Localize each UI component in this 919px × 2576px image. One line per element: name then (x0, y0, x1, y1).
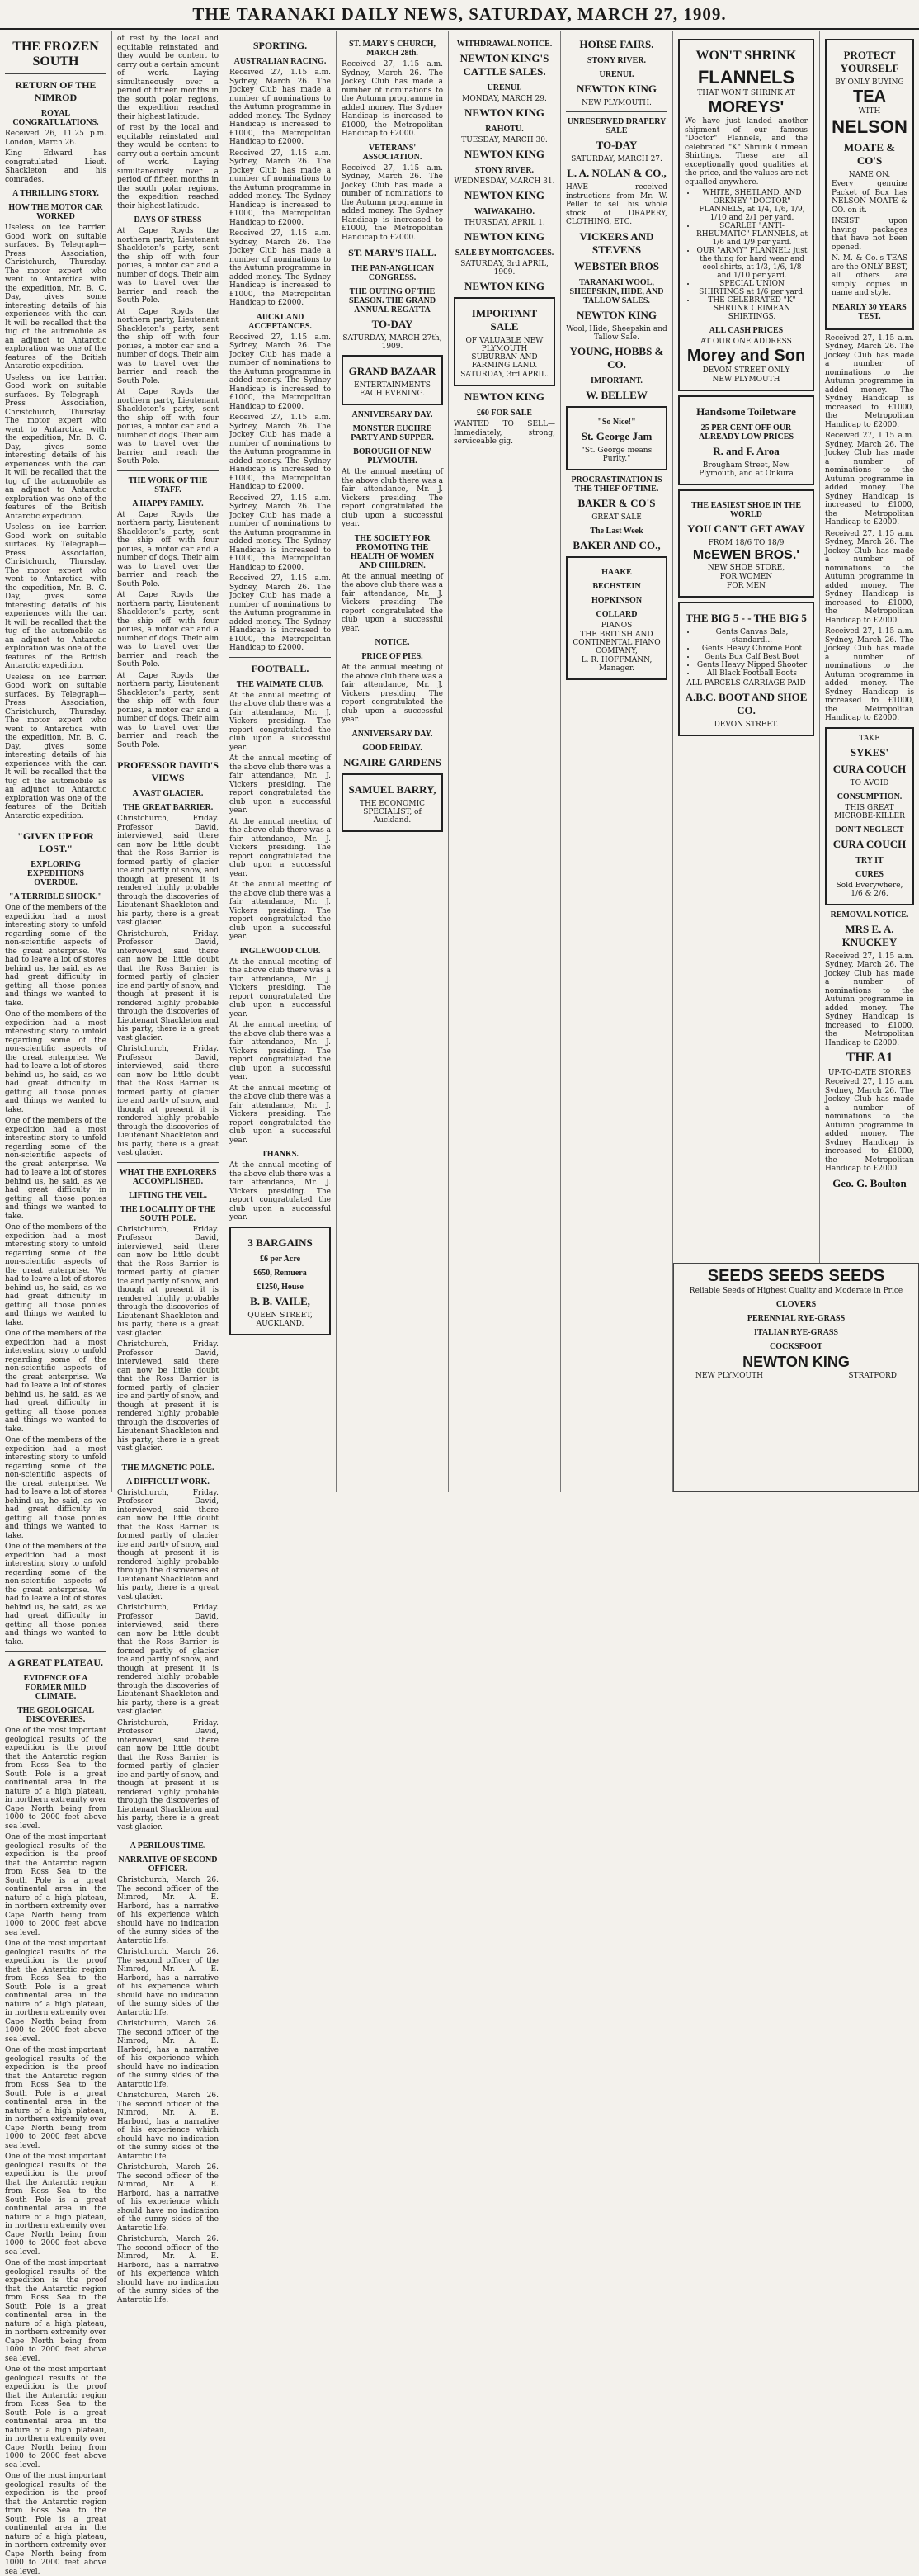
notice-st-marys-hall: ST. MARY'S HALL. (348, 247, 436, 258)
subhead-magnetic-pole: THE MAGNETIC POLE. (121, 1463, 214, 1472)
horse-fairs: HORSE FAIRS. (579, 38, 654, 50)
notice-withdrawal: WITHDRAWAL NOTICE. (456, 40, 553, 49)
section-sporting: SPORTING. (252, 40, 308, 51)
seeds-addr-np: NEW PLYMOUTH (695, 1372, 763, 1380)
article-body: Received 27, 1.15 a.m. Sydney, March 26. The Jockey Club has made a number of nominations to the Autumn programme in added money. The Sydney Handicap is increased to £1000, the Metropolitan Handicap to £2000. (229, 414, 331, 491)
article-body: At Cape Royds the northern party, Lieutenant Shackleton's party, sent the ship off with four ponies, a motor car and a number of dogs. Their aim was to travel over the barrier and reach the South Pole. (117, 227, 219, 305)
classified: Received 27, 1.15 a.m. Sydney, March 26. The Jockey Club has made a number of nominations to the Autumn programme in added money. The Sydney Handicap is increased to £1000, the Metropolitan Handicap to £2000. (825, 952, 914, 1047)
try-it: TRY IT (855, 855, 884, 865)
subhead-narrative: NARRATIVE OF SECOND OFFICER. (118, 1855, 218, 1874)
article-body: Christchurch, Friday. Professor David, interviewed, said there can now be little doubt that the Ross Barrier is formed partly of glacier ice and partly of snow, and though at present it is rendered highly probable through the discoveries of Lieutenant Shackleton and his party, there is a great vast glacier. (117, 1718, 219, 1832)
article-body: Christchurch, Friday. Professor David, interviewed, said there can now be little doubt that the Ross Barrier is formed partly of glacier ice and partly of snow, and though at present it is rendered highly probable through the discoveries of Lieutenant Shackleton and his party, there is a great vast glacier. (117, 1604, 219, 1716)
important: IMPORTANT. (591, 376, 643, 385)
subhead-staff: THE WORK OF THE STAFF. (128, 475, 208, 494)
flannels-item: • SPECIAL UNION SHIRTINGS at 1/6 per yard. (696, 280, 808, 296)
divider (566, 111, 667, 112)
notice-borough: BOROUGH OF NEW PLYMOUTH. (353, 447, 431, 466)
moreys-name: MOREYS' (708, 98, 785, 116)
young-hobbs: YOUNG, HOBBS & CO. (569, 344, 664, 371)
baker-sale: GREAT SALE (591, 513, 642, 522)
jam-name: St. George Jam (581, 429, 653, 442)
column-1 (0, 31, 112, 2576)
flannels-sub: THAT WON'T SHRINK AT (697, 89, 795, 97)
big5-title: THE BIG 5 - - THE BIG 5 (686, 612, 807, 624)
piano-company: THE BRITISH AND CONTINENTAL PIANO COMPANY, (573, 630, 661, 655)
article-body: Christchurch, March 26. The second officer of the Nimrod, Mr. A. E. Harbord, has a narrative of his experience which should have no indication of the sunny sides of the Antarctic life. (117, 2235, 219, 2304)
masthead (0, 0, 919, 30)
article-body: At the annual meeting of the above club there was a fair attendance, Mr. J. Vickers presiding. The report congratulated the club upon a successful year. (229, 1084, 331, 1145)
ad-bargain-2: £650, Remuera (253, 1268, 307, 1278)
divider (117, 1162, 219, 1163)
article-body: Received 27, 1.15 a.m. Sydney, March 26. The Jockey Club has made a number of nominations to the Autumn programme in added money. The Sydney Handicap is increased to £1000, the Metropolitan Handicap to £2000. (229, 494, 331, 572)
jam-purity: "St. George means Purity." (581, 446, 653, 463)
article-body: Christchurch, March 26. The second officer of the Nimrod, Mr. A. E. Harbord, has a narrative of his experience which should have no indication of the sunny sides of the Antarctic life. (117, 1876, 219, 1945)
article-body: One of the members of the expedition had a most interesting story to unfold regarding some of the non-scientific aspects of the great enterprise. We had to leave a lot of stores behind us, he said, as we had great difficulty in getting all those ponies and things we wanted to take. (5, 904, 106, 1008)
subhead-mild-climate: EVIDENCE OF A FORMER MILD CLIMATE. (23, 1674, 88, 1701)
flannels-title: FLANNELS (697, 67, 795, 87)
microbe: THIS GREAT MICROBE-KILLER (834, 803, 905, 820)
article-body: Christchurch, March 26. The second officer of the Nimrod, Mr. A. E. Harbord, has a narrative of his experience which should have no indication of the sunny sides of the Antarctic life. (117, 1948, 219, 2017)
ad-moreys-flannels (678, 39, 814, 391)
ad-important-sale (454, 297, 555, 386)
headline-frozen-south: THE FROZEN SOUTH (12, 40, 99, 69)
piano-collard: COLLARD (596, 609, 638, 619)
article-body: At Cape Royds the northern party, Lieutenant Shackleton's party, sent the ship off with four ponies, a motor car and a number of dogs. Their aim was to travel over the barrier and reach the South Pole. (117, 591, 219, 669)
tea-best: N. M. & Co.'s TEAS are the ONLY BEST, all others are simply copies in name and style. (832, 254, 907, 297)
ad-vaile-name: B. B. VAILE, (250, 1294, 310, 1307)
subhead-geological: THE GEOLOGICAL DISCOVERIES. (16, 1706, 95, 1724)
column-6 (561, 31, 673, 1492)
article-body: One of the most important geological results of the expedition is the proof that the Antarctic region from Ross Sea to the South Pole is a great continental area in the nature of a high plateau, in northern extremity over Cape North being from 1000 to 2000 feet above sea level. (5, 2366, 106, 2470)
article-body: One of the most important geological results of the expedition is the proof that the Antarctic region from Ross Sea to the South Pole is a great continental area in the nature of a high plateau, in northern extremity over Cape North being from 1000 to 2000 feet above sea level. (5, 1940, 106, 2044)
baker-last-week: The Last Week (590, 526, 643, 536)
big5-list (685, 628, 808, 678)
cura-couch: CURA COUCH (832, 762, 907, 775)
article-body: Christchurch, March 26. The second officer of the Nimrod, Mr. A. E. Harbord, has a narrative of his experience which should have no indication of the sunny sides of the Antarctic life. (117, 2092, 219, 2161)
sale-rahotu-date: TUESDAY, MARCH 30. (461, 136, 548, 144)
with: WITH (858, 107, 881, 116)
subhead-great-plateau: A GREAT PLATEAU. (7, 1657, 104, 1668)
piano-hopkinson: HOPKINSON (591, 595, 643, 605)
sale-urenui-date: MONDAY, MARCH 29. (462, 95, 547, 103)
classified: Received 27, 1.15 a.m. Sydney, March 26. The Jockey Club has made a number of nominations to the Autumn programme in added money. The Sydney Handicap is increased to £1000, the Metropolitan Handicap to £2000. (825, 1078, 914, 1173)
knuckey: MRS E. A. KNUCKEY (841, 922, 898, 948)
name-on: NAME ON. (848, 171, 891, 179)
article-body: of rest by the local and equitable reinstated and they would be content to carry out a certain amount of work. Laying simultaneously over a period of fifteen months in the south polar regions, the expedition reached their highest latitude. (117, 124, 219, 210)
ad-bargains-title: 3 BARGAINS (247, 1236, 313, 1249)
bellew: W. BELLEW (586, 388, 648, 401)
sykes: SYKES' (850, 745, 889, 759)
section-football: FOOTBALL. (251, 662, 309, 674)
notice-body: At the annual meeting of the above club there was a fair attendance, Mr. J. Vickers presiding. The report congratulated the club upon a successful year. (342, 664, 443, 724)
protect-yourself: PROTECT YOURSELF (840, 49, 899, 74)
classified: Received 27, 1.15 a.m. Sydney, March 26. The Jockey Club has made a number of nominations to the Autumn programme in added money. The Sydney Handicap is increased to £1000, the Metropolitan Handicap to £2000. (825, 627, 914, 722)
shoe-price: FROM 18/6 TO 18/9 (708, 539, 785, 547)
wanted-ad: WANTED TO SELL—Immediately, strong, serviceable gig. (454, 420, 555, 446)
bazaar-title: GRAND BAZAAR (348, 365, 436, 377)
seeds-cocksfoot: COCKSFOOT (770, 1342, 822, 1351)
notice-good-friday: GOOD FRIDAY. (362, 743, 422, 753)
subhead-motor-car: HOW THE MOTOR CAR WORKED (8, 203, 103, 221)
article-body: of rest by the local and equitable reinstated and they would be content to carry out a certain amount of work. Laying simultaneously over a period of fifteen months in the south polar regions, the expedition reached their highest latitude. (117, 35, 219, 121)
barry-name: SAMUEL BARRY, (348, 782, 436, 796)
fair-urenui: URENUI. (599, 70, 634, 79)
a1-sub: UP-TO-DATE STORES (827, 1069, 912, 1077)
divider (229, 657, 331, 658)
notice-veterans: VETERANS' ASSOCIATION. (362, 143, 422, 162)
column-3 (224, 31, 337, 1492)
shoe-women: FOR WOMEN (719, 573, 773, 581)
ad-bargain-1: £6 per Acre (259, 1254, 301, 1264)
seller-newton-king: NEWTON KING (464, 390, 544, 403)
article-body: At Cape Royds the northern party, Lieutenant Shackleton's party, sent the ship off with four ponies, a motor car and a number of dogs. Their aim was to travel over the barrier and reach the South Pole. (117, 671, 219, 749)
seeds-ryegrass: PERENNIAL RYE-GRASS (747, 1314, 846, 1323)
subhead-aus-racing: AUSTRALIAN RACING. (233, 57, 327, 66)
article-body: At Cape Royds the northern party, Lieutenant Shackleton's party, sent the ship off with four ponies, a motor car and a number of dogs. Their aim was to travel over the barrier and reach the South Pole. (117, 307, 219, 385)
article-body: One of the most important geological results of the expedition is the proof that the Antarctic region from Ross Sea to the South Pole is a great continental area in the nature of a high plateau, in northern extremity over Cape North being from 1000 to 2000 feet above sea level. (5, 2153, 106, 2257)
auctioneer-body: HAVE received instructions from Mr. W. Peller to sell his whole stock of DRAPERY, CLOTHING, ETC. (566, 183, 667, 226)
subhead-inglewood: INGLEWOOD CLUB. (239, 946, 321, 956)
lead-paragraph: King Edward has congratulated Lieut. Shackleton and his comrades. (5, 149, 106, 184)
baker-footer: BAKER AND CO., (573, 538, 661, 551)
article-body: At the annual meeting of the above club there was a fair attendance, Mr. J. Vickers presiding. The report congratulated the club upon a successful year. (229, 817, 331, 878)
drapery-sale: UNRESERVED DRAPERY SALE (567, 117, 667, 135)
shoe-title: YOU CAN'T GET AWAY (687, 522, 805, 535)
subhead-great-barrier: THE GREAT BARRIER. (122, 803, 214, 812)
seller-newton-king: NEWTON KING (577, 308, 657, 321)
notice-st-marys-church: ST. MARY'S CHURCH, MARCH 28th. (348, 40, 436, 58)
article-body: Received 27, 1.15 a.m. Sydney, March 26. The Jockey Club has made a number of nominations to the Autumn programme in added money. The Sydney Handicap is increased to £1000, the Metropolitan Handicap to £2000. (229, 574, 331, 652)
drapery-today: TO-DAY (596, 139, 638, 151)
the-a1: THE A1 (846, 1051, 893, 1065)
piano-manager: L. R. HOFFMANN, Manager. (581, 655, 653, 673)
seller-newton-king: NEWTON KING (464, 280, 544, 292)
important-sale-date: SATURDAY, 3rd APRIL. (460, 371, 549, 379)
sale-waiwakaiho: WAIWAKAIHO. (474, 207, 535, 216)
notice-today-date: SATURDAY, MARCH 27th, 1909. (342, 334, 442, 351)
notice-body: Received 27, 1.15 a.m. Sydney, March 26. The Jockey Club has made a number of nominations to the Autumn programme in added money. The Sydney Handicap is increased to £1000, the Metropolitan Handicap to £2000. (342, 163, 443, 242)
ad-st-george-jam (566, 406, 667, 470)
seller-address: NEW PLYMOUTH. (582, 99, 652, 107)
tea: TEA (853, 87, 886, 106)
ad-big5 (678, 602, 814, 736)
ad-nelson-tea (825, 39, 914, 330)
big5-item: • All Black Football Boots (696, 669, 808, 678)
seller-newton-king: NEWTON KING (464, 230, 544, 243)
shoe-easiest: THE EASIEST SHOE IN THE WORLD (690, 501, 802, 519)
article-body: Christchurch, March 26. The second officer of the Nimrod, Mr. A. E. Harbord, has a narrative of his experience which should have no indication of the sunny sides of the Antarctic life. (117, 2163, 219, 2233)
ad-sykes-cura (825, 727, 914, 905)
wool-sub: Wool, Hide, Sheepskin and Tallow Sale. (566, 324, 667, 342)
big5-item: • Gents Heavy Chrome Boot (696, 645, 808, 653)
article-body: Useless on ice barrier. Good work on suitable surfaces. By Telegraph—Press Association, Christchurch, Thursday. The motor expert who went to Antarctica with the expedition, Mr. B. C. Day, gives some interesting details of his experiences with the car. It will be recalled that the tug of the automobile as an adjunct to Antarctic exploration was one of the features of the British Antarctic expedition. (5, 224, 106, 371)
subhead-thanks: THANKS. (262, 1150, 299, 1159)
seeds-italian: ITALIAN RYE-GRASS (754, 1328, 838, 1337)
big5-item: • Gents Box Calf Best Boot (696, 653, 808, 661)
cura-couch-2: CURA COUCH (832, 837, 907, 850)
fair-stony-river: STONY RIVER. (587, 56, 647, 65)
big5-item: • Gents Heavy Nipped Shooter (696, 661, 808, 669)
seeds-firm: NEWTON KING (742, 1354, 850, 1370)
important-sale-sub: OF VALUABLE NEW PLYMOUTH SUBURBAN AND FARMING LAND. (465, 337, 544, 370)
article-body: At Cape Royds the northern party, Lieutenant Shackleton's party, sent the ship off with four ponies, a motor car and a number of dogs. Their aim was to travel over the barrier and reach the South Pole. (117, 510, 219, 588)
article-body: One of the most important geological results of the expedition is the proof that the Antarctic region from Ross Sea to the South Pole is a great continental area in the nature of a high plateau, in northern extremity over Cape North being from 1000 to 2000 feet above sea level. (5, 1833, 106, 1937)
big5-firm: A.B.C. BOOT AND SHOE CO. (685, 691, 808, 716)
moate: MOATE & CO'S (843, 141, 896, 167)
article-body: One of the members of the expedition had a most interesting story to unfold regarding some of the non-scientific aspects of the great enterprise. We had to leave a lot of stores behind us, he said, as we had great difficulty in getting all those ponies and things we wanted to take. (5, 1436, 106, 1540)
webster-bros: WEBSTER BROS (574, 259, 659, 272)
article-body: Christchurch, Friday. Professor David, interviewed, said there can now be little doubt that the Ross Barrier is formed partly of glacier ice and partly of snow, and though at present it is rendered highly probable through the discoveries of Lieutenant Shackleton and his party, there is a great vast glacier. (117, 929, 219, 1042)
toiletware-title: Handsome Toiletware (696, 405, 796, 418)
sale-stony-river: STONY RIVER. (474, 166, 535, 175)
to-avoid: TO AVOID (850, 778, 889, 787)
subhead-waimate: THE WAIMATE CLUB. (236, 679, 324, 689)
dateline: Received 26, 11.25 p.m. London, March 26. (5, 130, 106, 147)
notice-notice: NOTICE. (375, 638, 410, 647)
tea-packet: Every genuine Packet of Box has NELSON MOATE & CO. on it. (832, 180, 907, 215)
article-body: One of the members of the expedition had a most interesting story to unfold regarding some of the non-scientific aspects of the great enterprise. We had to leave a lot of stores behind us, he said, as we had great difficulty in getting all those ponies and things we wanted to take. (5, 1223, 106, 1327)
article-body: One of the most important geological results of the expedition is the proof that the Antarctic region from Ross Sea to the South Pole is a great continental area in the nature of a high plateau, in northern extremity over Cape North being from 1000 to 2000 feet above sea level. (5, 1727, 106, 1831)
big5-item: • Gents Canvas Bals, standard... (696, 628, 808, 645)
removal-notice: REMOVAL NOTICE. (830, 910, 909, 919)
dont-neglect: DON'T NEGLECT (835, 825, 904, 834)
flannels-item: • WHITE, SHETLAND, AND ORKNEY "DOCTOR" FLANNELS, at 1/4, 1/6, 1/9, 1/10 and 2/1 per yard. (696, 189, 808, 222)
shoe-store: NEW SHOE STORE, (707, 564, 785, 572)
article-body: One of the most important geological results of the expedition is the proof that the Antarctic region from Ross Sea to the South Pole is a great continental area in the nature of a high plateau, in northern extremity over Cape North being from 1000 to 2000 feet above sea level. (5, 2259, 106, 2363)
notice-regatta: THE OUTING OF THE SEASON. THE GRAND ANNUAL REGATTA (348, 287, 436, 314)
article-body: Received 27, 1.15 a.m. Sydney, March 26. The Jockey Club has made a number of nominations to the Autumn programme in added money. The Sydney Handicap is increased to £1000, the Metropolitan Handicap to £2000. (229, 333, 331, 411)
cures: CURES (855, 869, 884, 879)
drapery-date: SATURDAY, MARCH 27. (571, 155, 662, 163)
article-body: Received 27, 1.15 a.m. Sydney, March 26. The Jockey Club has made a number of nominations to the Autumn programme in added money. The Sydney Handicap is increased to £1000, the Metropolitan Handicap to £2000. (229, 149, 331, 227)
classified: Received 27, 1.15 a.m. Sydney, March 26. The Jockey Club has made a number of nominations to the Autumn programme in added money. The Sydney Handicap is increased to £1000, the Metropolitan Handicap to £2000. (825, 432, 914, 527)
subhead-return-nimrod: RETURN OF THE NIMROD (15, 79, 97, 103)
ad-vaile-address: QUEEN STREET, AUCKLAND. (247, 1311, 313, 1328)
subhead-thrilling: A THRILLING STORY. (12, 189, 99, 198)
flannels-item: • OUR "ARMY" FLANNEL; just the thing for hard wear and cool shirts, at 1/3, 1/6, 1/8 and 1/10 per yard. (696, 247, 808, 280)
article-body: One of the most important geological results of the expedition is the proof that the Antarctic region from Ross Sea to the South Pole is a great continental area in the nature of a high plateau, in northern extremity over Cape North being from 1000 to 2000 feet above sea level. (5, 2472, 106, 2576)
piano-bechstein: BECHSTEIN (592, 581, 641, 591)
nelson: NELSON (832, 116, 907, 137)
seller-newton-king: NEWTON KING (464, 189, 544, 201)
column-2 (112, 31, 224, 2304)
ad-bargain-3: £1250, House (257, 1282, 304, 1292)
article-body: Christchurch, Friday. Professor David, interviewed, said there can now be little doubt that the Ross Barrier is formed partly of glacier ice and partly of snow, and though at present it is rendered highly probable through the discoveries of Lieutenant Shackleton and his party, there is a great vast glacier. (117, 815, 219, 927)
shoe-men: FOR MEN (727, 582, 766, 590)
notice-pies: PRICE OF PIES. (361, 652, 423, 661)
article-body: One of the members of the expedition had a most interesting story to unfold regarding some of the non-scientific aspects of the great enterprise. We had to leave a lot of stores behind us, he said, as we had great difficulty in getting all those ponies and things we wanted to take. (5, 1543, 106, 1647)
article-body: At the annual meeting of the above club there was a fair attendance, Mr. J. Vickers presiding. The report congratulated the club upon a successful year. (229, 691, 331, 752)
newton-king-cattle: NEWTON KING'S CATTLE SALES. (460, 52, 549, 78)
ad-grand-bazaar (342, 355, 443, 405)
subhead-happy-family: A HAPPY FAMILY. (132, 499, 204, 508)
subhead-given-up: "GIVEN UP FOR LOST." (17, 830, 94, 854)
morey-city: NEW PLYMOUTH (712, 376, 780, 384)
ad-mcewen-shoes (678, 489, 814, 598)
article-body: Useless on ice barrier. Good work on suitable surfaces. By Telegraph—Press Association, Christchurch, Thursday. The motor expert who went to Antarctica with the expedition, Mr. B. C. Day, gives some interesting details of his experiences with the car. It will be recalled that the tug of the automobile as an adjunct to Antarctic exploration was one of the features of the British Antarctic expedition. (5, 673, 106, 820)
article-body: At the annual meeting of the above club there was a fair attendance, Mr. J. Vickers presiding. The report congratulated the club upon a successful year. (229, 754, 331, 815)
subhead-overdue: EXPLORING EXPEDITIONS OVERDUE. (27, 860, 84, 887)
seeds-addr-stratford: STRATFORD (848, 1372, 897, 1380)
subhead-auckland-acceptances: AUCKLAND ACCEPTANCES. (248, 312, 312, 331)
procrastination: PROCRASTINATION IS THE THIEF OF TIME. (571, 475, 662, 494)
nearly-30: NEARLY 30 YEARS TEST. (832, 302, 907, 321)
jam-tagline: "So Nice!" (597, 417, 636, 427)
ad-toiletware (678, 395, 814, 485)
subhead-locality: THE LOCALITY OF THE SOUTH POLE. (120, 1204, 216, 1223)
subhead-accomplished: WHAT THE EXPLORERS ACCOMPLISHED. (119, 1167, 217, 1186)
auctioneer-nolan: L. A. NOLAN & CO., (567, 167, 667, 179)
flannels-item: • SCARLET "ANTI-RHEUMATIC" FLANNELS, at 1/6 and 1/9 per yard. (696, 222, 808, 247)
notice-pan-anglican: THE PAN-ANGLICAN CONGRESS. (350, 264, 435, 282)
divider (117, 470, 219, 471)
morey-address: DEVON STREET ONLY (702, 366, 790, 375)
sale-mortgagees-date: SATURDAY, 3rd APRIL, 1909. (460, 260, 549, 277)
notice-today: TO-DAY (371, 318, 413, 330)
sold-everywhere: Sold Everywhere, 1/6 & 2/6. (836, 881, 903, 898)
toiletware-address: Brougham Street, New Plymouth, and at Onkura (699, 461, 794, 478)
subhead-days-stress: DAYS OF STRESS (134, 215, 202, 225)
seller-newton-king: NEWTON KING (464, 148, 544, 160)
article-body: One of the members of the expedition had a most interesting story to unfold regarding some of the non-scientific aspects of the great enterprise. We had to leave a lot of stores behind us, he said, as we had great difficulty in getting all those ponies and things we wanted to take. (5, 1330, 106, 1434)
column-4 (337, 31, 449, 1492)
divider (5, 1651, 106, 1652)
ad-seeds (673, 1263, 919, 1492)
notice-society: THE SOCIETY FOR PROMOTING THE HEALTH OF WOMEN AND CHILDREN. (350, 533, 435, 570)
barry-sub: THE ECONOMIC SPECIALIST, of Auckland. (359, 799, 426, 825)
take: TAKE (859, 734, 880, 743)
baker-co: BAKER & CO'S (577, 496, 656, 509)
vickers-stevens: VICKERS AND STEVENS (579, 229, 654, 256)
shoe-firm: McEWEN BROS.' (692, 548, 800, 562)
important-sale-title: IMPORTANT SALE (471, 307, 538, 333)
article-body: At the annual meeting of the above club there was a fair attendance, Mr. J. Vickers presiding. The report congratulated the club upon a successful year. (229, 1021, 331, 1081)
flannels-item: • THE CELEBRATED "K" SHRUNK CRIMEAN SHIRTINGS. (696, 296, 808, 321)
sale-60: £60 FOR SALE (476, 409, 533, 418)
ad-vaile (229, 1227, 331, 1335)
article-body: One of the most important geological results of the expedition is the proof that the Antarctic region from Ross Sea to the South Pole is a great continental area in the nature of a high plateau, in northern extremity over Cape North being from 1000 to 2000 feet above sea level. (5, 2046, 106, 2150)
sale-waiwakaiho-date: THURSDAY, APRIL 1. (464, 219, 545, 227)
flannels-body: We have just landed another shipment of our famous "Doctor" Flannels, and the celebrated "K" Shrunk Crimean Shirtings. These are all exceptionally good qualities at the price, and the values are not equalled anywhere. (685, 117, 808, 187)
flannels-list (685, 189, 808, 321)
seeds-title: SEEDS SEEDS SEEDS (707, 1267, 885, 1285)
article-body: At the annual meeting of the above club there was a fair attendance, Mr. J. Vickers presiding. The report congratulated the club upon a successful year. (229, 1161, 331, 1222)
piano-haake: HAAKE (601, 567, 632, 577)
article-body: Christchurch, Friday. Professor David, interviewed, said there can now be little doubt that the Ross Barrier is formed partly of glacier ice and partly of snow, and though at present it is rendered highly probable through the discoveries of Lieutenant Shackleton and his party, there is a great vast glacier. (117, 1340, 219, 1453)
article-body: Christchurch, Friday. Professor David, interviewed, said there can now be little doubt that the Ross Barrier is formed partly of glacier ice and partly of snow, and though at present it is rendered highly probable through the discoveries of Lieutenant Shackleton and his party, there is a great vast glacier. (117, 1488, 219, 1601)
boulton: Geo. G. Boulton (832, 1176, 907, 1189)
column-5 (449, 31, 561, 1492)
article-body: At the annual meeting of the above club there was a fair attendance, Mr. J. Vickers presiding. The report congratulated the club upon a successful year. (229, 957, 331, 1019)
article-body: Received 27, 1.15 a.m. Sydney, March 26. The Jockey Club has made a number of nominations to the Autumn programme in added money. The Sydney Handicap is increased to £1000, the Metropolitan Handicap to £2000. (229, 69, 331, 146)
wool-sales: TARANAKI WOOL, SHEEPSKIN, HIDE, AND TALLOW SALES. (569, 277, 664, 305)
classified: Received 27, 1.15 a.m. Sydney, March 26. The Jockey Club has made a number of nominations to the Autumn programme in added money. The Sydney Handicap is increased to £1000, the Metropolitan Handicap to £2000. (825, 333, 914, 429)
notice-body: At the annual meeting of the above club there was a fair attendance, Mr. J. Vickers presiding. The report congratulated the club upon a successful year. (342, 468, 443, 528)
notice-ngaire: NGAIRE GARDENS (343, 755, 441, 768)
notice-body: At the annual meeting of the above club there was a fair attendance, Mr. J. Vickers presiding. The report congratulated the club upon a successful year. (342, 572, 443, 633)
notice-anniversary: ANNIVERSARY DAY. (351, 410, 433, 419)
piano-label: PIANOS (601, 621, 633, 630)
big5-note: ALL PARCELS CARRIAGE PAID (686, 679, 806, 688)
wont-shrink-title: WON'T SHRINK (695, 49, 797, 63)
bazaar-sub: ENTERTAINMENTS EACH EVENING. (354, 381, 431, 398)
article-body: One of the members of the expedition had a most interesting story to unfold regarding some of the non-scientific aspects of the great enterprise. We had to leave a lot of stores behind us, he said, as we had great difficulty in getting all those ponies and things we wanted to take. (5, 1117, 106, 1221)
ad-samuel-barry (342, 773, 443, 832)
subhead-lifting-veil: LIFTING THE VEIL. (129, 1190, 207, 1200)
article-body: Useless on ice barrier. Good work on suitable surfaces. By Telegraph—Press Association, Christchurch, Thursday. The motor expert who went to Antarctica with the expedition, Mr. B. C. Day, gives some interesting details of his experiences with the car. It will be recalled that the tug of the automobile as an adjunct to Antarctic exploration was one of the features of the British Antarctic expedition. (5, 373, 106, 521)
divider (5, 73, 106, 74)
consumption: CONSUMPTION. (837, 792, 903, 801)
morey-son: Morey and Son (686, 347, 806, 365)
subhead-perilous: A PERILOUS TIME. (130, 1841, 206, 1850)
seeds-clovers: CLOVERS (775, 1300, 817, 1309)
article-body: At the annual meeting of the above club there was a fair attendance, Mr. J. Vickers presiding. The report congratulated the club upon a successful year. (229, 881, 331, 941)
subhead-david-views: PROFESSOR DAVID'S VIEWS (117, 759, 219, 783)
by-only-buying: BY ONLY BUYING (835, 78, 904, 87)
article-body: One of the members of the expedition had a most interesting story to unfold regarding some of the non-scientific aspects of the great enterprise. We had to leave a lot of stores behind us, he said, as we had great difficulty in getting all those ponies and things we wanted to take. (5, 1010, 106, 1114)
article-body: Received 27, 1.15 a.m. Sydney, March 26. The Jockey Club has made a number of nominations to the Autumn programme in added money. The Sydney Handicap is increased to £1000, the Metropolitan Handicap to £2000. (229, 229, 331, 307)
ad-pianos (566, 556, 667, 680)
classified: Received 27, 1.15 a.m. Sydney, March 26. The Jockey Club has made a number of nominations to the Autumn programme in added money. The Sydney Handicap is increased to £1000, the Metropolitan Handicap to £2000. (825, 529, 914, 625)
sale-rahotu: RAHOTU. (485, 125, 524, 134)
article-body: Christchurch, Friday. Professor David, interviewed, said there can now be little doubt that the Ross Barrier is formed partly of glacier ice and partly of snow, and though at present it is rendered highly probable through the discoveries of Lieutenant Shackleton and his party, there is a great vast glacier. (117, 1225, 219, 1338)
toiletware-discount: 25 PER CENT OFF OUR ALREADY LOW PRICES (698, 423, 794, 442)
sale-urenui: URENUI. (487, 83, 522, 92)
article-body: Christchurch, March 26. The second officer of the Nimrod, Mr. A. E. Harbord, has a narrative of his experience which should have no indication of the sunny sides of the Antarctic life. (117, 2020, 219, 2089)
seeds-addresses (679, 1371, 913, 1381)
big5-address: DEVON STREET. (714, 721, 779, 729)
sale-mortgagees: SALE BY MORTGAGEES. (455, 248, 554, 258)
sale-stony-date: WEDNESDAY, MARCH 31. (454, 177, 555, 186)
article-body: Christchurch, Friday. Professor David, interviewed, said there can now be little doubt that the Ross Barrier is formed partly of glacier ice and partly of snow, and though at present it is rendered highly probable through the discoveries of Lieutenant Shackleton and his party, there is a great vast glacier. (117, 1045, 219, 1157)
notice-body: Received 27, 1.15 a.m. Sydney, March 26. The Jockey Club has made a number of nominations to the Autumn programme in added money. The Sydney Handicap is increased to £1000, the Metropolitan Handicap to £2000. (342, 60, 443, 138)
subhead-royal: ROYAL CONGRATULATIONS. (12, 109, 99, 127)
seller-newton-king: NEWTON KING (464, 106, 544, 119)
notice-euchre: MONSTER EUCHRE PARTY AND SUPPER. (351, 424, 434, 442)
seeds-sub: Reliable Seeds of Highest Quality and Moderate in Price (689, 1287, 903, 1295)
tea-insist: INSIST upon having packages that have not been opened. (832, 217, 907, 252)
subhead-shock: "A TERRIBLE SHOCK." (9, 892, 102, 901)
subhead-difficult-work: A DIFFICULT WORK. (126, 1477, 210, 1487)
seller-newton-king: NEWTON KING (577, 83, 657, 95)
toiletware-firm: R. and F. Aroa (713, 445, 780, 457)
notice-anniversary-2: ANNIVERSARY DAY. (351, 729, 433, 739)
one-address: AT OUR ONE ADDRESS (700, 338, 792, 346)
subhead-vast-glacier: A VAST GLACIER. (132, 789, 204, 798)
article-body: Useless on ice barrier. Good work on suitable surfaces. By Telegraph—Press Association, Christchurch, Thursday. The motor expert who went to Antarctica with the expedition, Mr. B. C. Day, gives some interesting details of his experiences with the car. It will be recalled that the tug of the automobile as an adjunct to Antarctic exploration was one of the features of the British Antarctic expedition. (5, 523, 106, 670)
article-body: At Cape Royds the northern party, Lieutenant Shackleton's party, sent the ship off with four ponies, a motor car and a number of dogs. Their aim was to travel over the barrier and reach the South Pole. (117, 388, 219, 466)
cash-prices: ALL CASH PRICES (709, 326, 784, 335)
masthead-title: THE TARANAKI DAILY NEWS, SATURDAY, MARCH 27, 1909. (192, 3, 727, 24)
